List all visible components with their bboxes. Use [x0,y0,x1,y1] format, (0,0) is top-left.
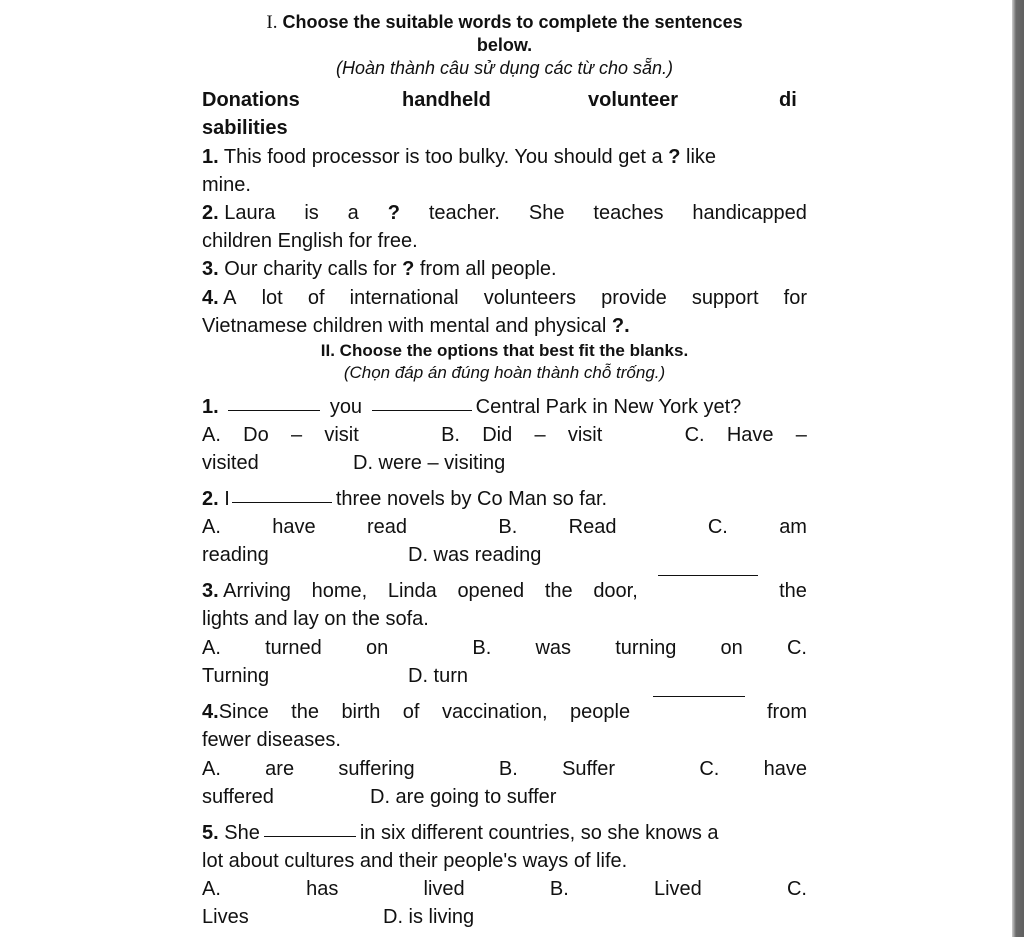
s2-q2-start: I [218,488,230,510]
s1-q2-num: 2. [202,202,219,224]
s2-q2-opt-2: read [367,516,408,538]
s1-q1-text-a: This food processor is too bulky. You should get a [218,146,669,168]
s1-q3-mark: ? [402,258,415,280]
s1-q4-wrap-text: Vietnamese children with mental and physical [202,315,612,337]
s2-q3-opt-0: A. [202,637,221,659]
s2-q3-w5: door, [593,580,638,602]
s2-q3-opt-5: turning [615,637,677,659]
s2-q3-w2: Linda [387,580,437,602]
word-bank-1: Donations [202,89,300,111]
section1-subtitle: (Hoàn thành câu sử dụng các từ cho sẵn.) [335,58,673,78]
s1-question-4 [202,284,807,312]
s2-q3-w3: opened [457,580,525,602]
s2-q4-opt-6: have [763,758,807,780]
s1-q1-text-b: like [680,146,717,168]
s2-q1-opt-5: Did [482,424,513,446]
s2-q3-after: the [779,580,807,602]
s2-q4-opt-5: C. [699,758,720,780]
word-bank-3: volunteer [588,89,679,111]
s2-question-2 [202,485,807,513]
s2-q1-wrap-d: D. were – visiting [353,452,506,474]
s2-q1-opt-6: – [534,424,546,446]
s2-q2-num: 2. [202,488,219,510]
s2-q3-w0: Arriving [223,580,291,602]
s2-question-1 [202,393,807,421]
section1-title-line2: below. [476,35,533,55]
word-bank-2: handheld [402,89,491,111]
s2-q5-wrap-d: D. is living [383,906,475,928]
s2-q5-opt-5: C. [786,878,807,900]
s2-q3-wrap-d: D. turn [408,665,469,687]
scrollbar-edge[interactable] [1012,0,1024,937]
s2-q4-opt-2: suffering [338,758,415,780]
s2-q2-options [202,513,807,541]
word-bank-wrap: sabilities [202,117,288,139]
s2-q1-end: Central Park in New York yet? [475,396,742,418]
s2-q1-opt-7: visit [567,424,603,446]
s2-q1-options-wrap [202,449,807,477]
s1-q3-num: 3. [202,258,219,280]
s1-q2-w6: teaches [593,202,664,224]
s2-question-5 [202,819,807,847]
s2-q3-opt-7: C. [786,637,807,659]
s1-q4-w0: A [223,287,237,309]
s2-q4-wrap-a: suffered [202,786,274,808]
s2-q5-opt-3: B. [549,878,569,900]
s2-q4-w1: the [291,701,319,723]
s2-q5-opt-1: has [306,878,339,900]
s1-q2-w0: Laura [224,202,276,224]
s2-q4-w0: Since [218,701,269,723]
s2-q1-opt-0: A. [202,424,221,446]
s2-q3-opt-4: was [535,637,572,659]
s2-q2-opt-4: Read [568,516,617,538]
s2-q1-opt-1: Do [243,424,269,446]
s2-q3-opt-1: turned [265,637,322,659]
s2-q4-blank[interactable] [653,696,745,697]
s1-q4-w5: provide [601,287,667,309]
s2-q1-mid: you [329,396,363,418]
s2-q4-w5: people [570,701,631,723]
s1-q3-text-a: Our charity calls for [218,258,403,280]
section2-subtitle: (Chọn đáp án đúng hoàn thành chỗ trống.) [343,363,666,382]
s2-q4-w4: vaccination, [441,701,548,723]
s2-q4-options-wrap [202,783,807,811]
s1-q2-lead [202,199,275,227]
s2-q1-opt-4: B. [441,424,460,446]
s1-question-1 [202,143,807,171]
s1-question-2-wrap: children English for free. [202,230,418,252]
s2-q3-opt-2: on [365,637,389,659]
s2-q4-lead [202,698,269,726]
section1-title [202,11,807,34]
s1-q2-w2: a [347,202,359,224]
s2-q5-options [202,875,807,903]
s2-q2-opt-0: A. [202,516,221,538]
s2-q5-opt-4: Lived [653,878,702,900]
s2-question-3-wrap: lights and lay on the sofa. [202,608,429,630]
s1-question-4-wrap [202,312,807,340]
s2-question-4 [202,698,807,726]
s2-q2-opt-5: C. [707,516,728,538]
s1-q2-w1: is [304,202,319,224]
s1-q2-w7: handicapped [692,202,807,224]
section1-title-line1: Choose the suitable words to complete the sentences [277,12,743,32]
s2-q4-num: 4. [202,701,219,723]
s2-q5-blank[interactable] [264,836,356,837]
s2-q3-w4: the [544,580,573,602]
word-bank-4: di [779,89,797,111]
section1-roman: I. [266,12,278,33]
s1-q4-w7: for [783,287,807,309]
s2-q5-start: She [218,822,260,844]
s2-q2-options-wrap [202,541,807,569]
s2-q2-wrap-a: reading [202,544,269,566]
word-bank [202,86,807,114]
s2-q4-wrap-d: D. are going to suffer [370,786,557,808]
s2-q4-after: from [766,701,807,723]
s2-q2-end: three novels by Co Man so far. [335,488,608,510]
s2-q4-options [202,755,807,783]
s2-q2-opt-3: B. [498,516,518,538]
s2-q3-lead [202,577,291,605]
s1-question-1-wrap: mine. [202,174,251,196]
s1-q4-w6: support [691,287,759,309]
s1-q2-w3: ? [387,202,400,224]
s2-q2-blank[interactable] [232,502,332,503]
s2-q1-opt-3: visit [324,424,359,446]
s2-q4-w3: of [402,701,420,723]
s1-q1-mark: ? [668,146,681,168]
s1-q4-w2: of [307,287,325,309]
s2-q3-opt-3: B. [472,637,492,659]
s2-question-5-wrap: lot about cultures and their people's ways of life. [202,850,628,872]
s2-q1-blank-2[interactable] [372,410,472,411]
s2-q4-opt-3: B. [498,758,518,780]
s2-q1-options [202,421,807,449]
s2-q5-options-wrap [202,903,807,931]
s2-q3-blank[interactable] [658,575,758,576]
s2-q5-end: in six different countries, so she knows a [359,822,719,844]
s2-q4-w2: birth [341,701,381,723]
s1-question-2 [202,199,807,227]
s2-question-4-wrap: fewer diseases. [202,729,341,751]
s2-q1-num: 1. [202,396,219,418]
s2-q5-wrap-a: Lives [202,906,249,928]
s1-q4-w3: international [349,287,459,309]
s2-q1-blank-1[interactable] [228,410,320,411]
s1-q4-w1: lot [261,287,283,309]
s2-q2-wrap-d: D. was reading [408,544,542,566]
s2-q3-w1: home, [311,580,368,602]
s2-q3-wrap-a: Turning [202,665,270,687]
s2-q1-opt-8: C. [684,424,705,446]
s2-q5-opt-0: A. [202,878,221,900]
s2-q5-opt-2: lived [423,878,465,900]
s1-q3-text-b: from all people. [414,258,557,280]
s2-q2-opt-6: am [779,516,807,538]
s2-q1-opt-10: – [795,424,807,446]
s2-q3-options [202,634,807,662]
s2-q3-opt-6: on [720,637,743,659]
s1-q2-w5: She [528,202,565,224]
s2-q4-opt-0: A. [202,758,221,780]
s2-q4-opt-1: are [265,758,295,780]
s2-q2-opt-1: have [272,516,316,538]
s1-q4-mark: ?. [611,315,630,337]
s2-q5-num: 5. [202,822,219,844]
s1-q4-lead [202,284,236,312]
s1-q1-num: 1. [202,146,219,168]
s1-q2-w4: teacher. [428,202,500,224]
s2-q3-options-wrap [202,662,807,690]
s2-q1-opt-9: Have [726,424,774,446]
s2-q3-num: 3. [202,580,219,602]
s2-q1-wrap-a: visited [202,452,259,474]
s2-question-3 [202,577,807,605]
s1-q4-num: 4. [202,287,219,309]
section2-title: II. Choose the options that best fit the blanks. [320,341,689,360]
s2-q4-opt-4: Suffer [562,758,616,780]
s1-question-3 [202,255,807,283]
s2-q1-opt-2: – [290,424,303,446]
s1-q4-w4: volunteers [483,287,576,309]
